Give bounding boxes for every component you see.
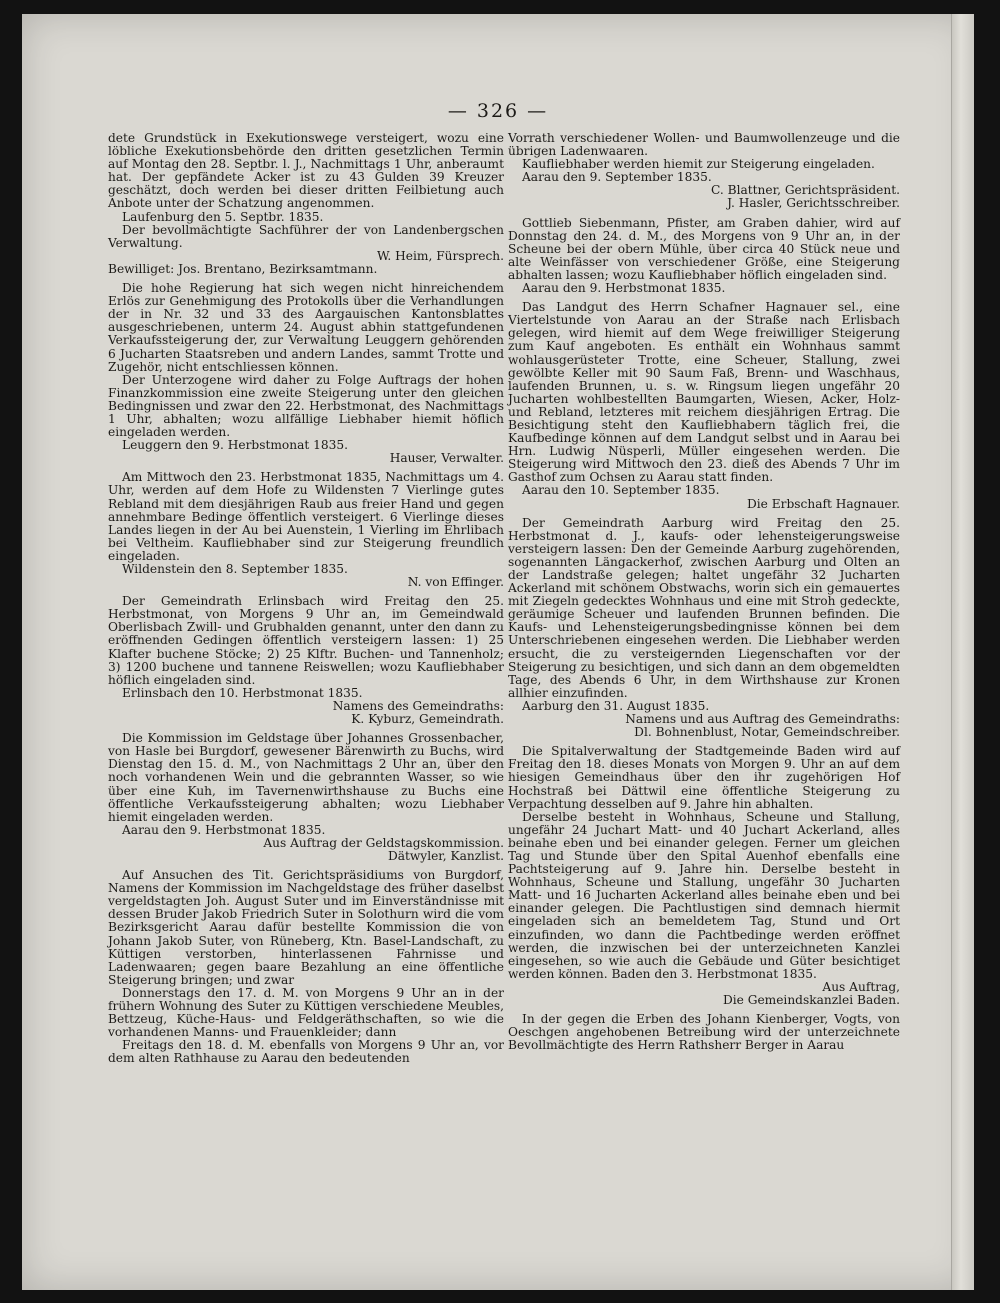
- notice-paragraph: Der Gemeindrath Aarburg wird Freitag den 25. Herbstmonat d. J., kaufs- oder lehensteigerungsweise versteigern lassen: Den der Gemeinde Aarburg zugehörenden, sogenannten Längackerhof, zwischen Aarburg und Olten an der Landstraße gelegen; haltet ungefähr 32 Jucharten Ackerland mit schönem Obstwachs, worin sich ein gemauertes mit Ziegeln gedecktes Wohnhaus und eine mit Stroh gedeckte, geräumige Scheuer und laufenden Brunnen befinden. Die Kaufs- und Lehensteigerungsbedingnisse können bei dem Unterschriebenen eingesehen werden. Die Liebhaber werden ersucht, die zu versteigernden Liegenschaften vor der Steigerung zu besichtigen, und sich dann an dem obgemeldten Tage, des Abends 6 Uhr, in dem Wirthshause zur Kronen allhier einzufinden.: [508, 515, 900, 700]
- notice-signature: Hauser, Verwalter.: [389, 451, 504, 466]
- notice-place-date: Laufenburg den 5. Septbr. 1835.: [122, 209, 324, 224]
- notice-paragraph: Der Unterzogene wird daher zu Folge Auftrags der hohen Finanzkommission eine zweite Steigerung unter den gleichen Bedingnissen und zwar den 22. Herbstmonat, des Nachmittags 1 Uhr, abhalten; wozu allfällige Liebhaber hiemit höflich eingeladen werden.: [108, 372, 504, 440]
- notice-signature-line: Aus Auftrag der Geldstagskommission.: [263, 835, 504, 850]
- notice-place-date: Leuggern den 9. Herbstmonat 1835.: [122, 438, 349, 453]
- notice-paragraph: Das Landgut des Herrn Schafner Hagnauer sel., eine Viertelstunde von Aarau an der Straße nach Erlisbach gelegen, wird hiemit auf dem Wege freiwilliger Steigerung zum Kauf angeboten. Es enthält ein Wohnhaus sammt wohlausgerüsteter Trotte, eine Scheuer, Stallung, zwei gewölbte Keller mit 90 Saum Faß, Brenn- und Waschhaus, laufenden Brunnen, u. s. w. Ringsum liegen ungefähr 20 Jucharten wohlbestellten Baumgarten, Wiesen, Acker, Holz- und Rebland, letzteres mit reichem diesjährigen Ertrag. Die Besichtigung steht den Kaufliebhabern täglich frei, die Kaufbedinge können auf dem Landgut selbst und in Aarau bei Hrn. Ludwig Nüsperli, Müller eingesehen werden. Die Steigerung wird Mittwoch den 23. dieß des Abends 7 Uhr im Gasthof zum Ochsen zu Aarau statt finden.: [508, 300, 900, 485]
- notice-signature: K. Kyburz, Gemeindrath.: [351, 712, 504, 727]
- right-column: [508, 132, 900, 1052]
- notice-paragraph: Gottlieb Siebenmann, Pfister, am Graben dahier, wird auf Donnstag den 24. d. M., des Morgens von 9 Uhr an, in der Scheune bei der obern Mühle, über circa 40 Stück neue und alte Weinfässer von verschiedener Größe, eine Steigerung abhalten lassen; wozu Kaufliebhaber höflich eingeladen sind.: [508, 215, 900, 282]
- notice-approval: Bewilliget: Jos. Brentano, Bezirksamtmann.: [108, 261, 378, 276]
- notice-place-date: Aarburg den 31. August 1835.: [522, 698, 710, 713]
- notice-paragraph: Derselbe besteht in Wohnhaus, Scheune und Stallung, ungefähr 24 Juchart Matt- und 40 Juchart Ackerland, alles beinahe eben und bei einander gelegen. Ferner um gleichen Tag und Stunde über den Spital Auenhof ebenfalls eine Pachtsteigerung auf 9. Jahre hin. Derselbe besteht in Wohnhaus, Scheune und Stallung, ungefähr 30 Jucharten Matt- und 16 Jucharten Ackerland alles beinahe eben und bei einander gelegen. Die Pachtlustigen sind demnach hiermit eingeladen sich an bemeldetem Tag, Stund und Ort einzufinden, wo dann die Pachtbedinge werden eröffnet werden, die inzwischen bei der unterzeichneten Kanzlei eingesehen, so wie auch die Gebäude und Güter besichtiget werden können. Baden den 3. Herbstmonat 1835.: [508, 809, 900, 981]
- notice-paragraph: Kaufliebhaber werden hiemit zur Steigerung eingeladen.: [522, 157, 875, 172]
- notice-paragraph: Freitags den 18. d. M. ebenfalls von Morgens 9 Uhr an, vor dem alten Rathhause zu Aarau den bedeutenden: [108, 1038, 504, 1066]
- notice-signature: Dätwyler, Kanzlist.: [387, 848, 504, 863]
- notice-paragraph: dete Grundstück in Exekutionswege versteigert, wozu eine löbliche Exekutionsbehörde den dritten gesetzlichen Termin auf Montag den 28. Septbr. l. J., Nachmittags 1 Uhr, anberaumt hat. Der gepfändete Acker ist zu 43 Gulden 39 Kreuzer geschätzt, doch werden bei dieser dritten Feilbietung auch Anbote unter der Schatzung angenommen.: [108, 131, 504, 211]
- notice-place-date: Erlinsbach den 10. Herbstmonat 1835.: [122, 685, 363, 700]
- newspaper-page: [22, 14, 974, 1290]
- notice-paragraph: Der Gemeindrath Erlinsbach wird Freitag den 25. Herbstmonat, von Morgens 9 Uhr an, im Gemeindwald Oberlisbach Zwill- und Grubhalden genannt, unter den dann zu eröffnenden Gedingen öffentlich versteigern lassen: 1) 25 Klafter buchene Stöcke; 2) 25 Klftr. Buchen- und Tannenholz; 3) 1200 buchene und tannene Reiswellen; wozu Kaufliebhaber höflich eingeladen sind.: [108, 594, 504, 687]
- notice-place-date: Aarau den 9. Herbstmonat 1835.: [122, 822, 326, 837]
- notice-signature-line: Aus Auftrag,: [822, 979, 900, 994]
- notice-place-date: Aarau den 9. Herbstmonat 1835.: [522, 281, 726, 296]
- notice-signature-line: Namens des Gemeindraths:: [332, 698, 504, 713]
- notice-paragraph: Vorrath verschiedener Wollen- und Baumwollenzeuge und die übrigen Ladenwaaren.: [508, 131, 900, 159]
- notice-signature: Die Erbschaft Hagnauer.: [747, 496, 900, 511]
- notice-place-date: Aarau den 9. September 1835.: [522, 170, 712, 185]
- notice-signature: W. Heim, Fürsprech.: [377, 248, 504, 263]
- notice-paragraph: Die Kommission im Geldstage über Johannes Grossenbacher, von Hasle bei Burgdorf, gewesener Bärenwirth zu Buchs, wird Dienstag den 15. d. M., von Nachmittags 2 Uhr an, über den noch vorhandenen Wein und die gebrannten Wasser, so wie über eine Kuh, im Tavernenwirthshause zu Buchs eine öffentliche Verkaufssteigerung abhalten; wozu Liebhaber hiemit eingeladen werden.: [108, 731, 504, 824]
- notice-signature-line: Namens und aus Auftrag des Gemeindraths:: [625, 712, 900, 727]
- notice-paragraph: Die Spitalverwaltung der Stadtgemeinde Baden wird auf Freitag den 18. dieses Monats von Morgen 9. Uhr an auf dem hiesigen Gemeindhaus über den ihr zugehörigen Hof Hochstraß bei Dättwil eine öffentliche Steigerung zu Verpachtung desselben auf 9. Jahre hin abhalten.: [508, 744, 900, 811]
- next-page-edge: [951, 14, 974, 1290]
- notice-signature: C. Blattner, Gerichtspräsident.: [710, 183, 900, 198]
- notice-paragraph: Donnerstags den 17. d. M. von Morgens 9 Uhr an in der frühern Wohnung des Suter zu Küttigen verschiedene Meubles, Bettzeug, Küche-Haus- und Feldgeräthschaften, so wie die vorhandenen Manns- und Frauenkleider; dann: [108, 985, 504, 1040]
- page-number: — 326 —: [447, 100, 549, 122]
- notice-signature: N. von Effinger.: [407, 575, 504, 590]
- notice-paragraph: Die hohe Regierung hat sich wegen nicht hinreichendem Erlös zur Genehmigung des Protokolls über die Verhandlungen der in Nr. 32 und 33 des Aargauischen Kantonsblattes ausgeschriebenen, unterm 24. August abhin stattgefundenen Verkaufssteigerung der, zur Verwaltung Leuggern gehörenden 6 Jucharten Staatsreben und andern Landes, sammt Trotte und Zugehör, nicht entschliessen können.: [108, 281, 504, 374]
- notice-signature: Die Gemeindskanzlei Baden.: [722, 993, 900, 1007]
- notice-place-date: Aarau den 10. September 1835.: [522, 483, 720, 498]
- notice-paragraph: Am Mittwoch den 23. Herbstmonat 1835, Nachmittags um 4. Uhr, werden auf dem Hofe zu Wildensten 7 Vierlinge gutes Rebland mit dem diesjährigen Raub aus freier Hand und gegen annehmbare Bedinge öffentlich versteigert. 6 Vierlinge dieses Landes liegen in der Au bei Auenstein, 1 Vierling im Ehrlibach bei Veltheim. Kaufliebhaber sind zur Steigerung freundlich eingeladen.: [108, 470, 504, 563]
- notice-signature: J. Hasler, Gerichtsschreiber.: [727, 196, 900, 211]
- notice-place-date: Wildenstein den 8. September 1835.: [122, 562, 348, 576]
- notice-paragraph: Auf Ansuchen des Tit. Gerichtspräsidiums von Burgdorf, Namens der Kommission im Nachgeldstage des früher daselbst vergeldstagten Joh. August Suter und im Einverständnisse mit dessen Bruder Jakob Friedrich Suter in Solothurn wird die vom Bezirksgericht Aarau dafür bestellte Kommission die von Johann Jakob Suter, von Rüneberg, Ktn. Basel-Landschaft, zu Küttigen verstorben, hinterlassenen Fahrnisse und Ladenwaaren; gegen baare Bezahlung an eine öffentliche Steigerung bringen; und zwar: [108, 868, 504, 987]
- notice-paragraph: Der bevollmächtigte Sachführer der von Landenbergschen Verwaltung.: [108, 222, 504, 250]
- notice-signature: Dl. Bohnenblust, Notar, Gemeindschreiber.: [634, 725, 900, 740]
- notice-paragraph: In der gegen die Erben des Johann Kienberger, Vogts, von Oeschgen angehobenen Betreibung wird der unterzeichnete Bevollmächtigte des Herrn Rathsherr Berger in Aarau: [508, 1012, 900, 1053]
- left-column: [108, 132, 504, 1065]
